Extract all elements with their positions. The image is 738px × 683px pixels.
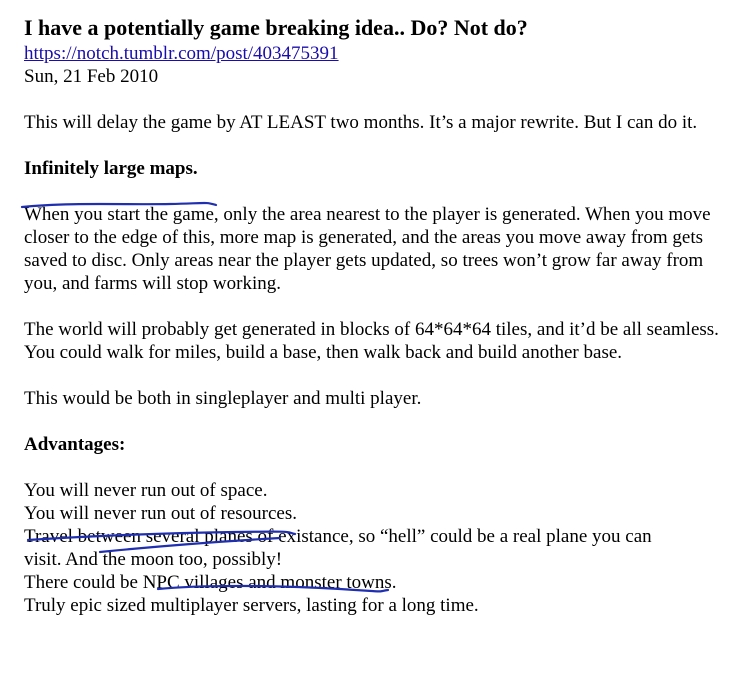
heading-infinite-maps: Infinitely large maps. bbox=[24, 158, 198, 179]
heading-advantages: Advantages: bbox=[24, 434, 126, 455]
post-title: I have a potentially game breaking idea.. Do? Not do? bbox=[24, 15, 528, 40]
advantage-planes-post: , so “hell” could be a real plane you can bbox=[348, 526, 652, 547]
paragraph-generation: When you start the game, only the area nearest to the player is generated. When you move closer to the edge of this, more map is generated, and the areas you move away from gets saved to disc. Only areas near the player gets updated, so trees won’t grow far away from you, and farms will stop working. bbox=[24, 204, 711, 294]
post-url-link[interactable]: https://notch.tumblr.com/post/403475391 bbox=[24, 43, 339, 64]
paragraph-blocks: The world will probably get generated in blocks of 64*64*64 tiles, and it’d be all seamless. You could walk for miles, build a base, then walk back and build another base. bbox=[24, 319, 719, 363]
advantage-npc-villages: There could be NPC villages and monster towns. bbox=[24, 572, 397, 593]
advantage-planes-highlight: several planes of existance bbox=[145, 526, 349, 547]
paragraph-modes: This would be both in singleplayer and multi player. bbox=[24, 388, 422, 409]
advantage-space: You will never run out of space. bbox=[24, 480, 268, 501]
advantage-epic-servers: Truly epic sized multiplayer servers, lasting for a long time. bbox=[24, 595, 479, 616]
advantage-planes-pre: Travel between bbox=[24, 526, 146, 547]
post-document bbox=[24, 14, 724, 617]
advantage-resources: You will never run out of resources. bbox=[24, 503, 297, 524]
advantages-list bbox=[24, 479, 724, 617]
advantage-planes-continued: visit. And the moon too, possibly! bbox=[24, 549, 283, 570]
advantage-planes bbox=[24, 525, 724, 548]
intro-paragraph: This will delay the game by AT LEAST two months. It’s a major rewrite. But I can do it. bbox=[24, 112, 698, 133]
post-date: Sun, 21 Feb 2010 bbox=[24, 66, 159, 87]
